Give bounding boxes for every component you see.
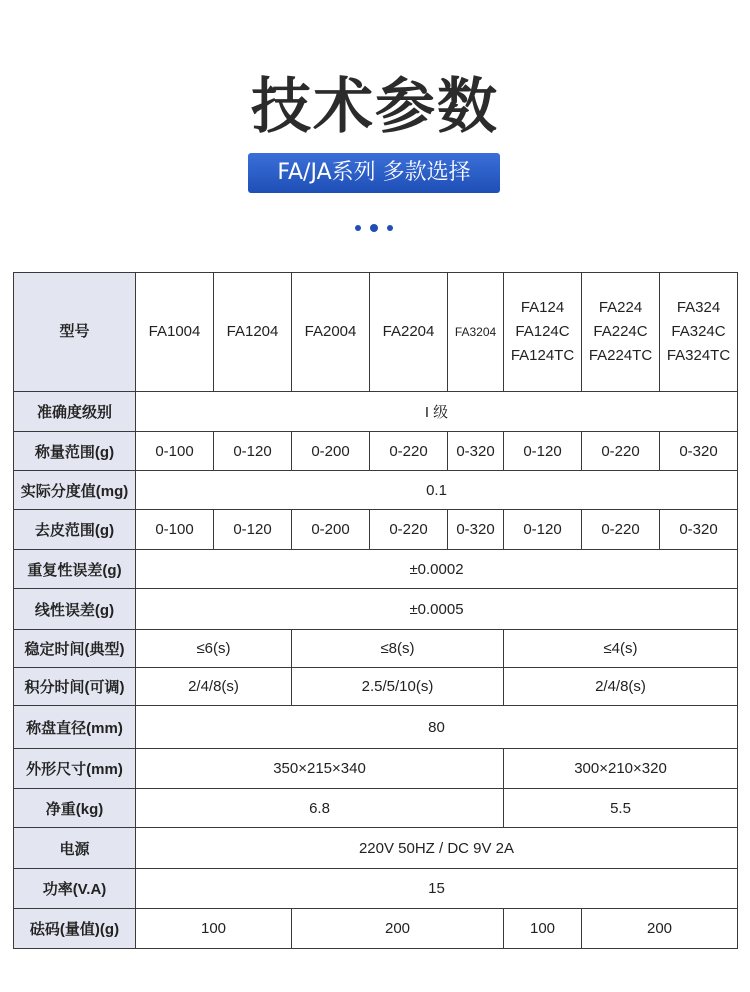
model-name: FA324C (671, 323, 726, 340)
row-label: 外形尺寸(mm) (14, 749, 136, 789)
value-cell: ±0.0002 (136, 550, 738, 589)
spec-table (13, 272, 738, 949)
series-badge: FA/JA系列 多款选择 (248, 153, 500, 193)
row-label: 重复性误差(g) (14, 550, 136, 589)
table-row (14, 749, 738, 789)
value-cell: 2.5/5/10(s) (292, 668, 504, 706)
page-title: 技术参数 (251, 72, 499, 142)
table-row (14, 550, 738, 589)
model-name: FA324 (676, 299, 721, 316)
table-row (14, 273, 738, 392)
value-cell: 350×215×340 (136, 749, 504, 789)
value-cell: 5.5 (504, 789, 738, 828)
model-cell (660, 273, 738, 392)
value-cell: 300×210×320 (504, 749, 738, 789)
value-cell: 2/4/8(s) (504, 668, 738, 706)
model-cell (582, 273, 660, 392)
table-row (14, 589, 738, 630)
row-label: 稳定时间(典型) (14, 630, 136, 668)
value-cell: 6.8 (136, 789, 504, 828)
model-name: FA124TC (510, 347, 575, 364)
model-cell (504, 273, 582, 392)
value-cell: 0-320 (448, 510, 504, 550)
table-row (14, 828, 738, 869)
model-name: FA324TC (666, 347, 731, 364)
table-row (14, 392, 738, 432)
dot-icon (387, 225, 393, 231)
table-row (14, 510, 738, 550)
value-cell: 0-120 (504, 432, 582, 471)
model-cell: FA1004 (136, 273, 214, 392)
value-cell: 0-320 (448, 432, 504, 471)
value-cell: 0-200 (292, 432, 370, 471)
row-label: 砝码(量值)(g) (14, 909, 136, 949)
row-label: 型号 (14, 273, 136, 392)
value-cell: 2/4/8(s) (136, 668, 292, 706)
model-name: FA224 (598, 299, 643, 316)
decorative-dots (355, 223, 395, 233)
model-name: FA224TC (588, 347, 653, 364)
value-cell: 220V 50HZ / DC 9V 2A (136, 828, 738, 869)
value-cell: 0.1 (136, 471, 738, 510)
value-cell: 0-120 (214, 510, 292, 550)
row-label: 去皮范围(g) (14, 510, 136, 550)
value-cell: 0-220 (370, 510, 448, 550)
value-cell: 0-220 (582, 432, 660, 471)
table-row (14, 668, 738, 706)
model-name: FA124 (520, 299, 565, 316)
value-cell: ≤4(s) (504, 630, 738, 668)
model-cell: FA2004 (292, 273, 370, 392)
value-cell: 100 (504, 909, 582, 949)
value-cell: 0-120 (504, 510, 582, 550)
model-cell: FA1204 (214, 273, 292, 392)
row-label: 线性误差(g) (14, 589, 136, 630)
value-cell: ±0.0005 (136, 589, 738, 630)
row-label: 电源 (14, 828, 136, 869)
row-label: 称盘直径(mm) (14, 706, 136, 749)
model-name: FA224C (593, 323, 648, 340)
value-cell: 0-120 (214, 432, 292, 471)
dot-icon (355, 225, 361, 231)
value-cell: ≤6(s) (136, 630, 292, 668)
model-cell: FA2204 (370, 273, 448, 392)
value-cell: 0-220 (582, 510, 660, 550)
row-label: 净重(kg) (14, 789, 136, 828)
value-cell: 0-320 (660, 432, 738, 471)
value-cell: ≤8(s) (292, 630, 504, 668)
model-cell: FA3204 (448, 273, 504, 392)
row-label: 积分时间(可调) (14, 668, 136, 706)
value-cell: 0-200 (292, 510, 370, 550)
table-row (14, 630, 738, 668)
row-label: 准确度级别 (14, 392, 136, 432)
value-cell: I 级 (136, 392, 738, 432)
dot-icon (370, 224, 378, 232)
value-cell: 0-100 (136, 510, 214, 550)
value-cell: 200 (582, 909, 738, 949)
value-cell: 0-100 (136, 432, 214, 471)
value-cell: 15 (136, 869, 738, 909)
table-row (14, 909, 738, 949)
row-label: 称量范围(g) (14, 432, 136, 471)
value-cell: 200 (292, 909, 504, 949)
value-cell: 0-220 (370, 432, 448, 471)
model-name: FA124C (515, 323, 570, 340)
value-cell: 100 (136, 909, 292, 949)
row-label: 实际分度值(mg) (14, 471, 136, 510)
table-row (14, 432, 738, 471)
row-label: 功率(V.A) (14, 869, 136, 909)
table-row (14, 706, 738, 749)
value-cell: 0-320 (660, 510, 738, 550)
value-cell: 80 (136, 706, 738, 749)
table-row (14, 869, 738, 909)
table-row (14, 471, 738, 510)
table-row (14, 789, 738, 828)
